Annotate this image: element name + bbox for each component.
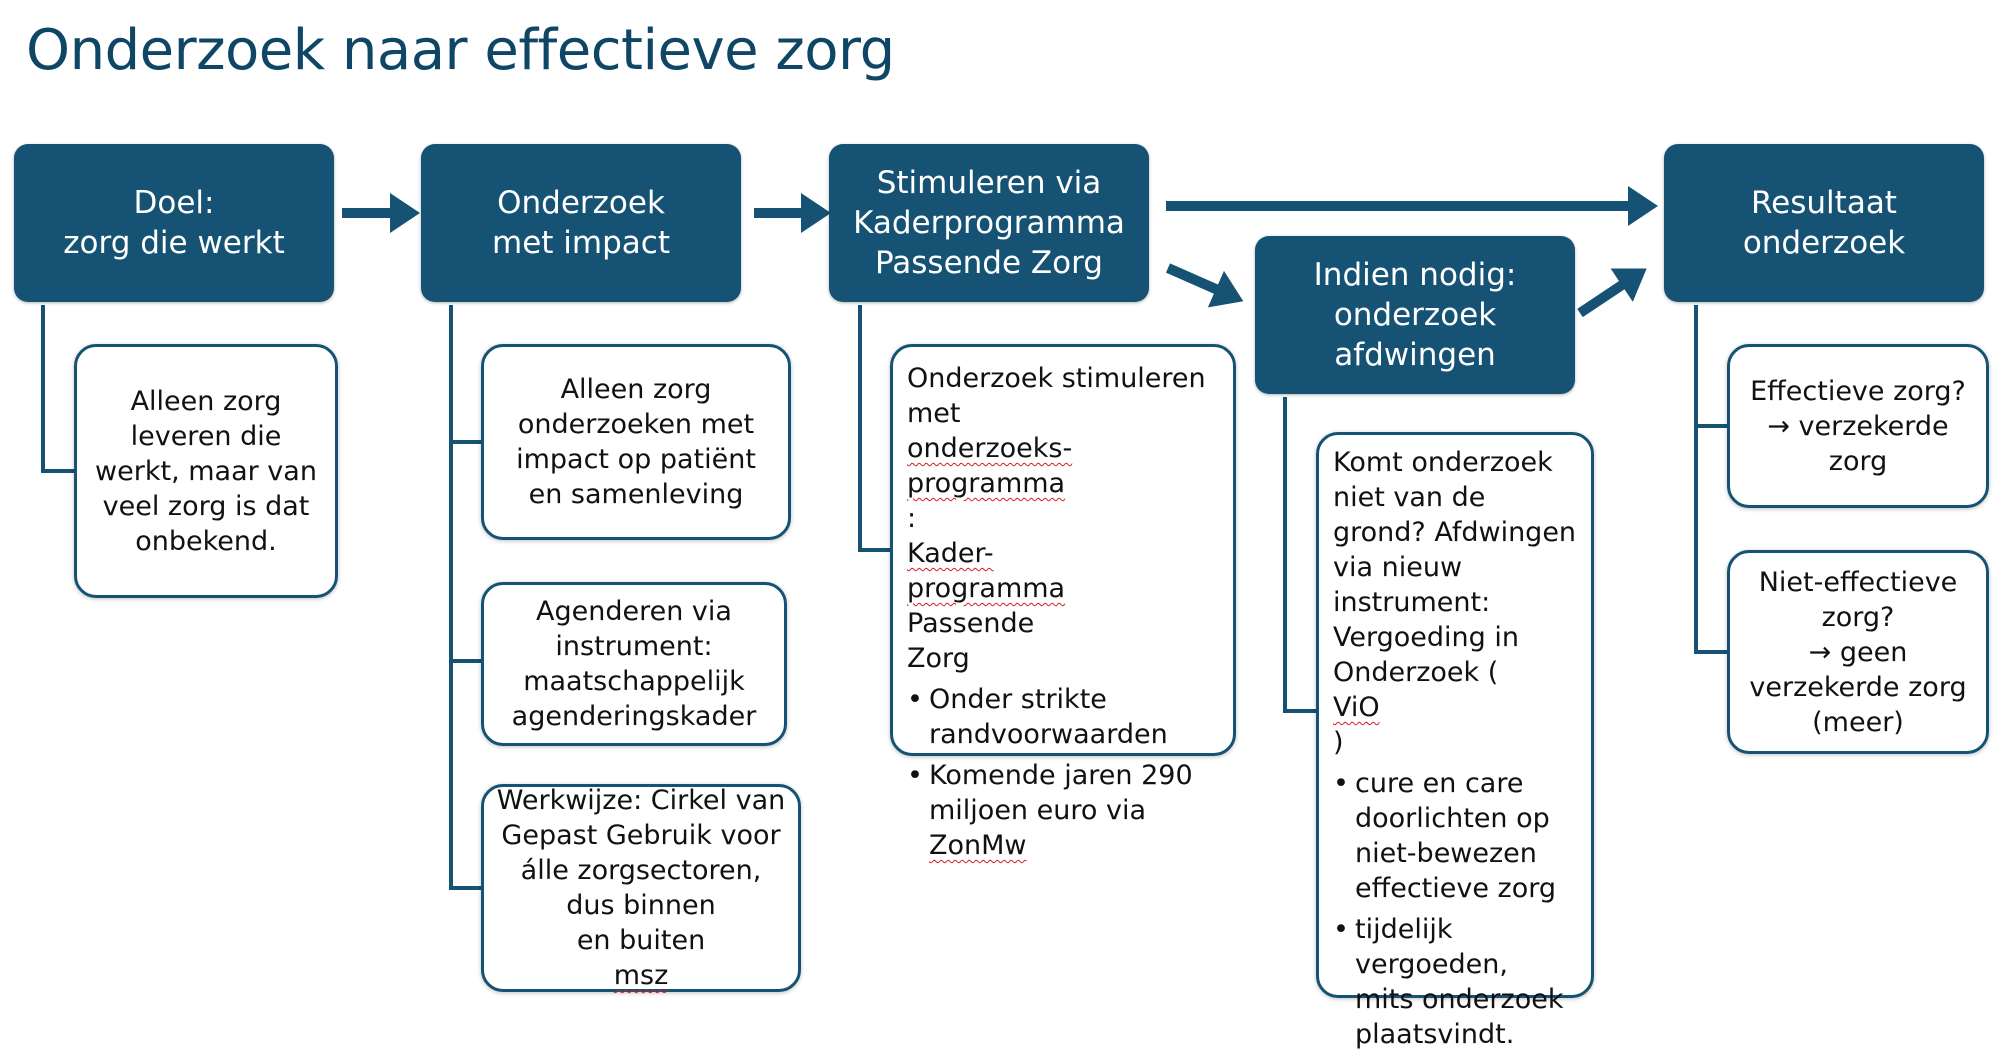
page-title: Onderzoek naar effectieve zorg <box>26 18 895 83</box>
card-effectieve-zorg: Effectieve zorg? → verzekerde zorg <box>1727 344 1989 508</box>
card-impact-patient: Alleen zorg onderzoeken met impact op patiënt en samenleving <box>481 344 791 540</box>
arrow-stimuleren-afdwingen <box>1168 268 1236 298</box>
arrow-afdwingen-resultaat <box>1580 273 1640 313</box>
bullet-tijdelijk-vergoeden: • tijdelijk vergoeden, mits onderzoek plaatsvindt. <box>1355 912 1563 1052</box>
bullet-doorlichten: • cure en care doorlichten op niet-bewezen effectieve zorg <box>1355 766 1563 906</box>
card-doel: Alleen zorg leveren die werkt, maar van veel zorg is dat onbekend. <box>74 344 338 598</box>
bullet-randvoorwaarden: • Onder strikte randvoorwaarden <box>929 682 1193 752</box>
header-resultaat: Resultaat onderzoek <box>1664 144 1984 302</box>
card-niet-effectieve-zorg: Niet-effectieve zorg? → geen verzekerde zorg (meer) <box>1727 550 1989 754</box>
card-werkwijze: Werkwijze: Cirkel van Gepast Gebruik voor álle zorgsectoren, dus binnen en buiten msz <box>481 784 801 992</box>
header-onderzoek-met-impact: Onderzoek met impact <box>421 144 741 302</box>
bullet-budget: • Komende jaren 290 miljoen euro via ZonMw <box>929 758 1193 863</box>
card-agenderen: Agenderen via instrument: maatschappelijk agenderingskader <box>481 582 787 746</box>
header-doel: Doel: zorg die werkt <box>14 144 334 302</box>
card-afdwingen: Komt onderzoek niet van de grond? Afdwingen via nieuw instrument: Vergoeding in Onderzoek ( ViO ) • cure en care doorlichten op niet-bewezen effectieve zorg • tijdelijk vergoeden, mits onderzoek plaatsvindt. <box>1316 432 1594 998</box>
card-stimuleren: Onderzoek stimuleren met onderzoeks- programma : Kader- programma Passende Zorg • Onder strikte randvoorwaarden • Komende jaren 290 miljoen euro via ZonMw <box>890 344 1236 756</box>
header-stimuleren: Stimuleren via Kaderprogramma Passende Zorg <box>829 144 1149 302</box>
header-afdwingen: Indien nodig: onderzoek afdwingen <box>1255 236 1575 394</box>
